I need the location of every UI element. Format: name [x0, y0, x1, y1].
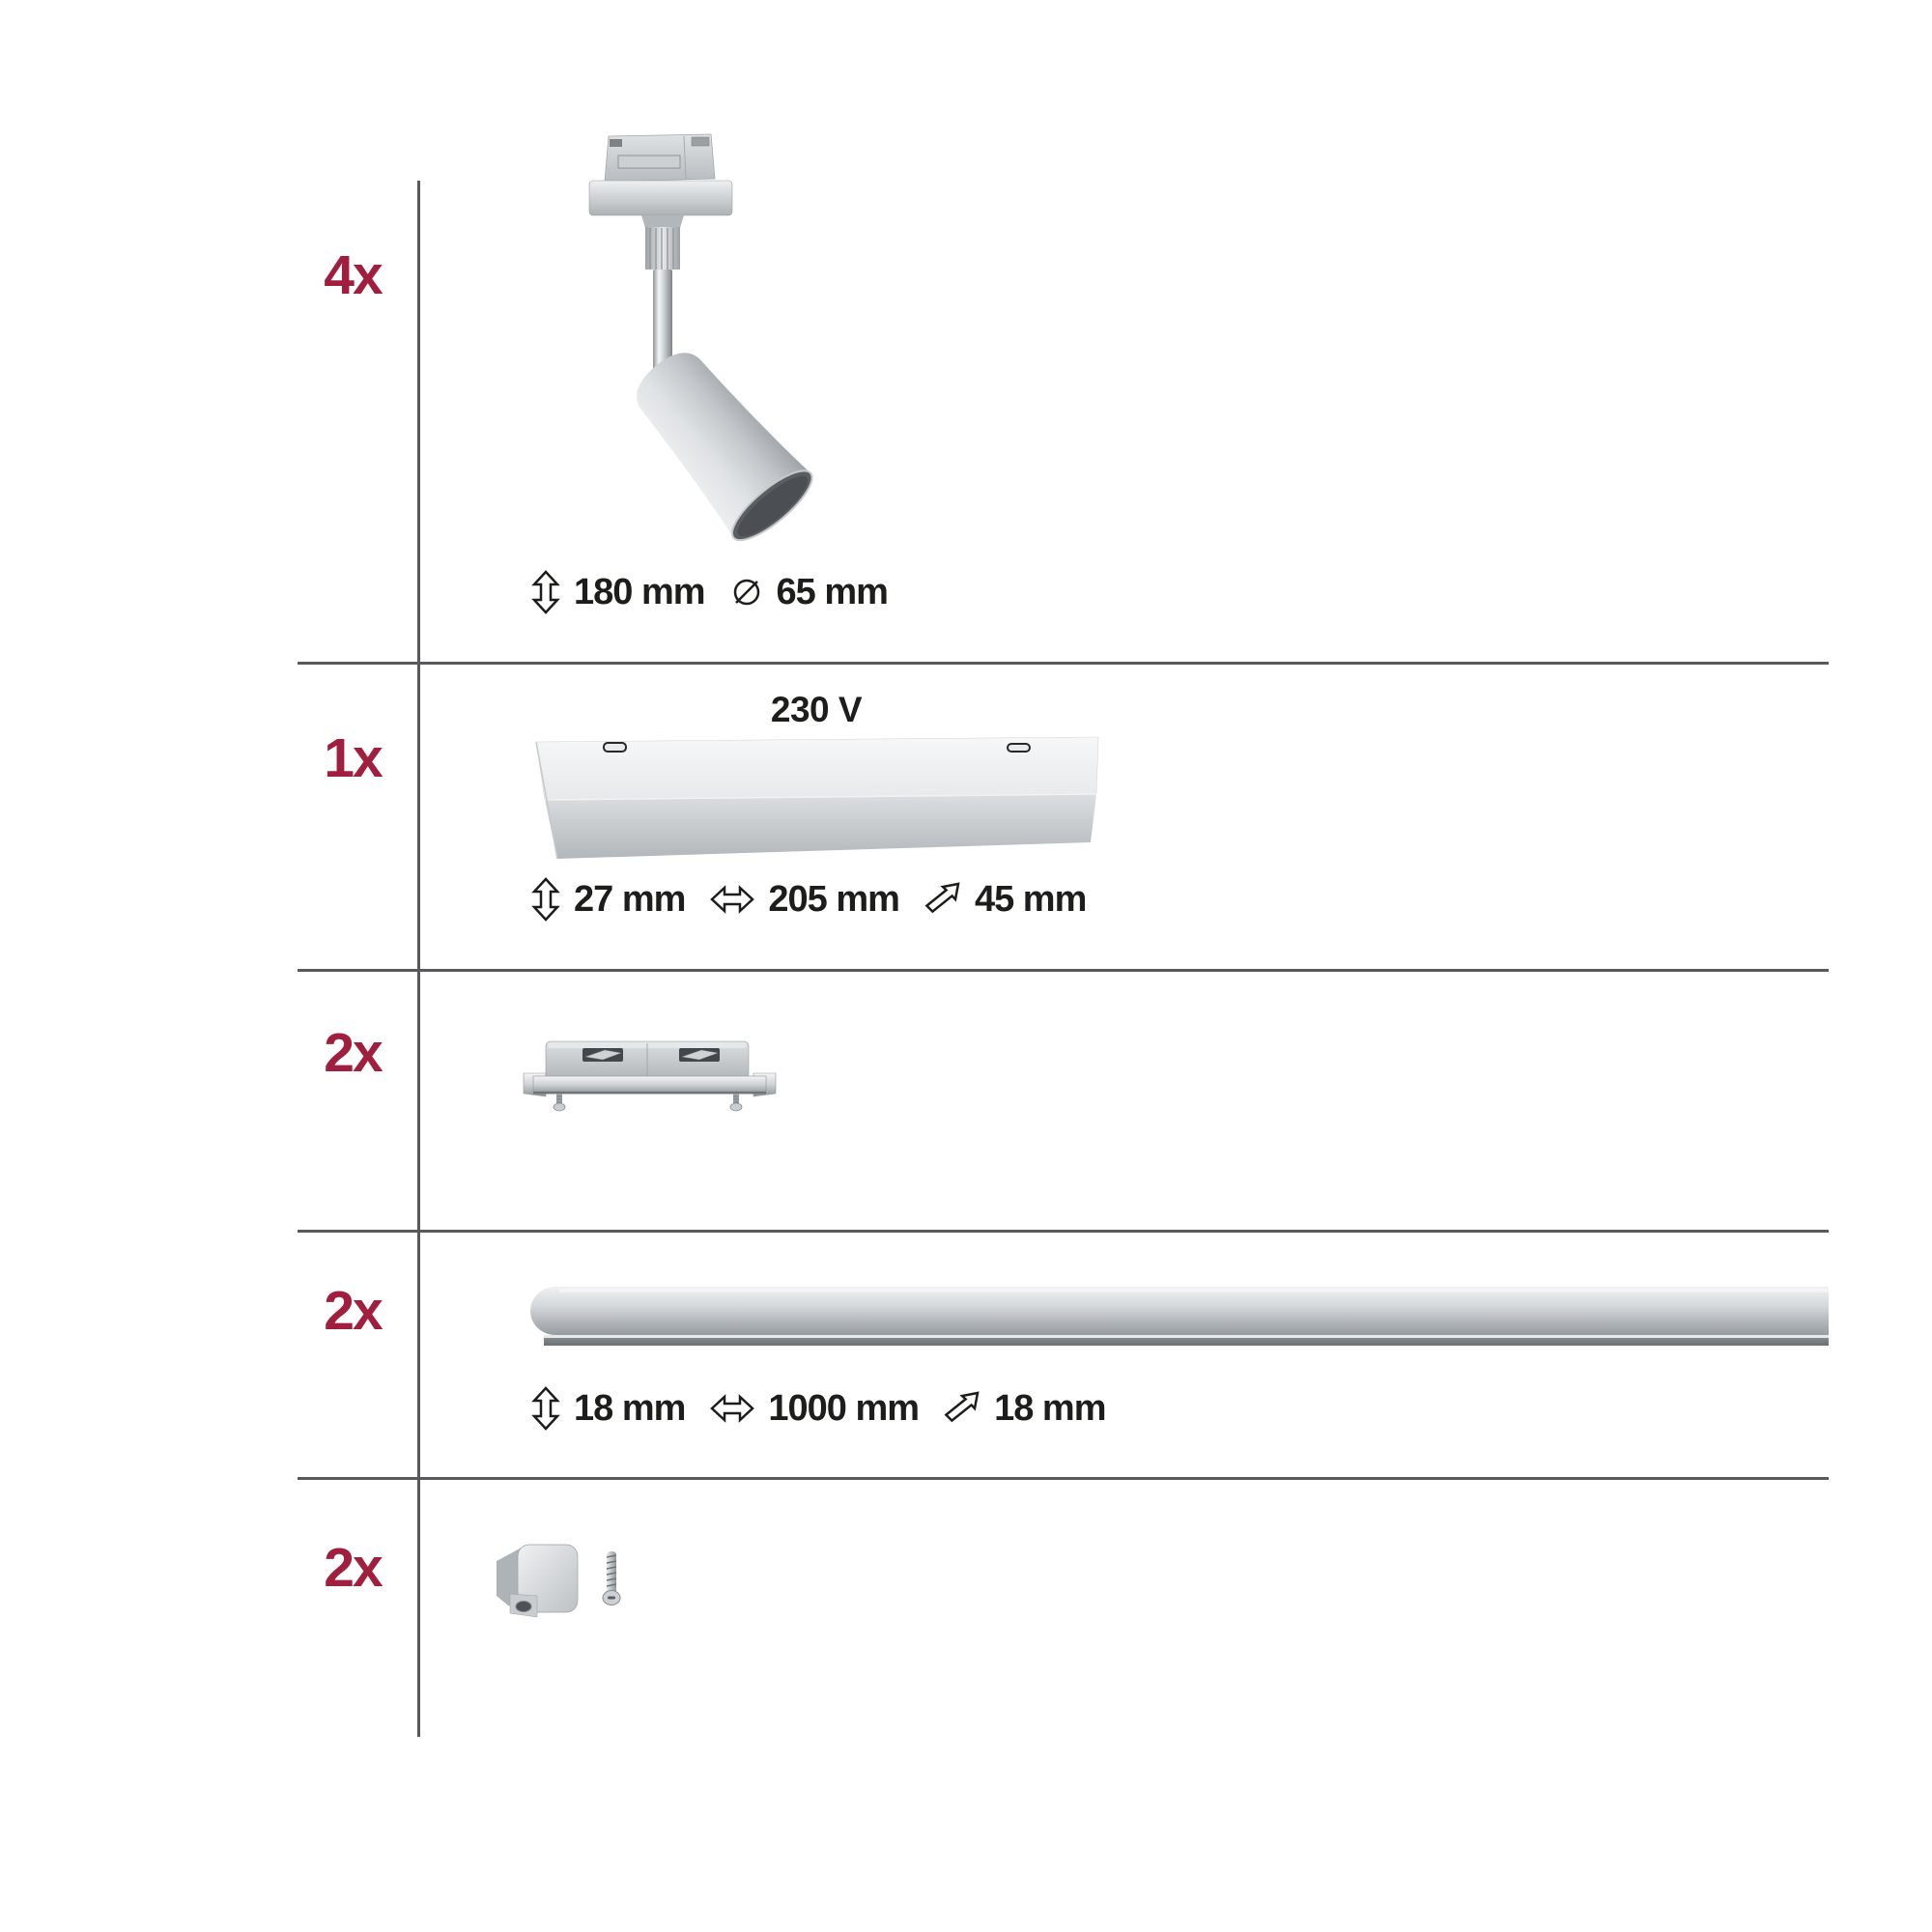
track-rail-image	[526, 1283, 1833, 1350]
dimension-value: 180 mm	[574, 571, 705, 612]
dimension-value: 65 mm	[776, 571, 888, 612]
quantity-label-rail: 2x	[324, 1280, 382, 1342]
mounting-screw	[603, 1551, 620, 1605]
height-arrow-icon	[531, 570, 560, 614]
row-divider-1	[298, 662, 1829, 665]
dimension-width	[710, 879, 899, 921]
height-arrow-icon	[531, 877, 560, 922]
quantity-label-end-cap: 2x	[324, 1537, 382, 1599]
dimension-height	[531, 877, 685, 922]
dimensions-power-feed	[531, 876, 1086, 923]
row-divider-3	[298, 1230, 1829, 1233]
dimension-height	[531, 570, 705, 614]
connector-screw-right	[730, 1094, 742, 1111]
quantity-label-spotlight: 4x	[324, 244, 382, 306]
depth-arrow-icon	[944, 1390, 980, 1427]
dimension-diameter	[730, 572, 888, 613]
dimension-height	[531, 1386, 685, 1431]
dimensions-spotlight	[531, 569, 888, 615]
row-divider-2	[298, 969, 1829, 972]
lamp-shade	[617, 334, 821, 551]
quantity-label-power-feed: 1x	[324, 727, 382, 789]
dimension-width	[710, 1388, 919, 1430]
dimension-value: 18 mm	[994, 1387, 1106, 1429]
connector-screw-left	[554, 1094, 565, 1111]
power-feed-image	[529, 726, 1109, 871]
voltage-label: 230 V	[770, 690, 863, 729]
dimension-value: 205 mm	[768, 878, 899, 920]
width-arrow-icon	[710, 1394, 754, 1423]
dimension-depth	[924, 879, 1086, 921]
track-spotlight-image	[541, 128, 850, 558]
depth-arrow-icon	[924, 881, 961, 918]
column-divider-line	[417, 181, 420, 1737]
dimensions-rail	[531, 1385, 1105, 1432]
dimension-value: 27 mm	[574, 878, 686, 920]
track-connector-image	[522, 1034, 778, 1116]
dimension-value: 18 mm	[574, 1387, 686, 1429]
dimension-depth	[944, 1388, 1105, 1430]
dimension-value: 1000 mm	[768, 1387, 920, 1429]
end-cap-image	[483, 1536, 647, 1628]
height-arrow-icon	[531, 1386, 560, 1431]
diameter-icon	[730, 576, 763, 609]
dimension-value: 45 mm	[974, 878, 1087, 920]
quantity-label-connector: 2x	[324, 1022, 382, 1084]
width-arrow-icon	[710, 885, 754, 914]
row-divider-4	[298, 1477, 1829, 1480]
